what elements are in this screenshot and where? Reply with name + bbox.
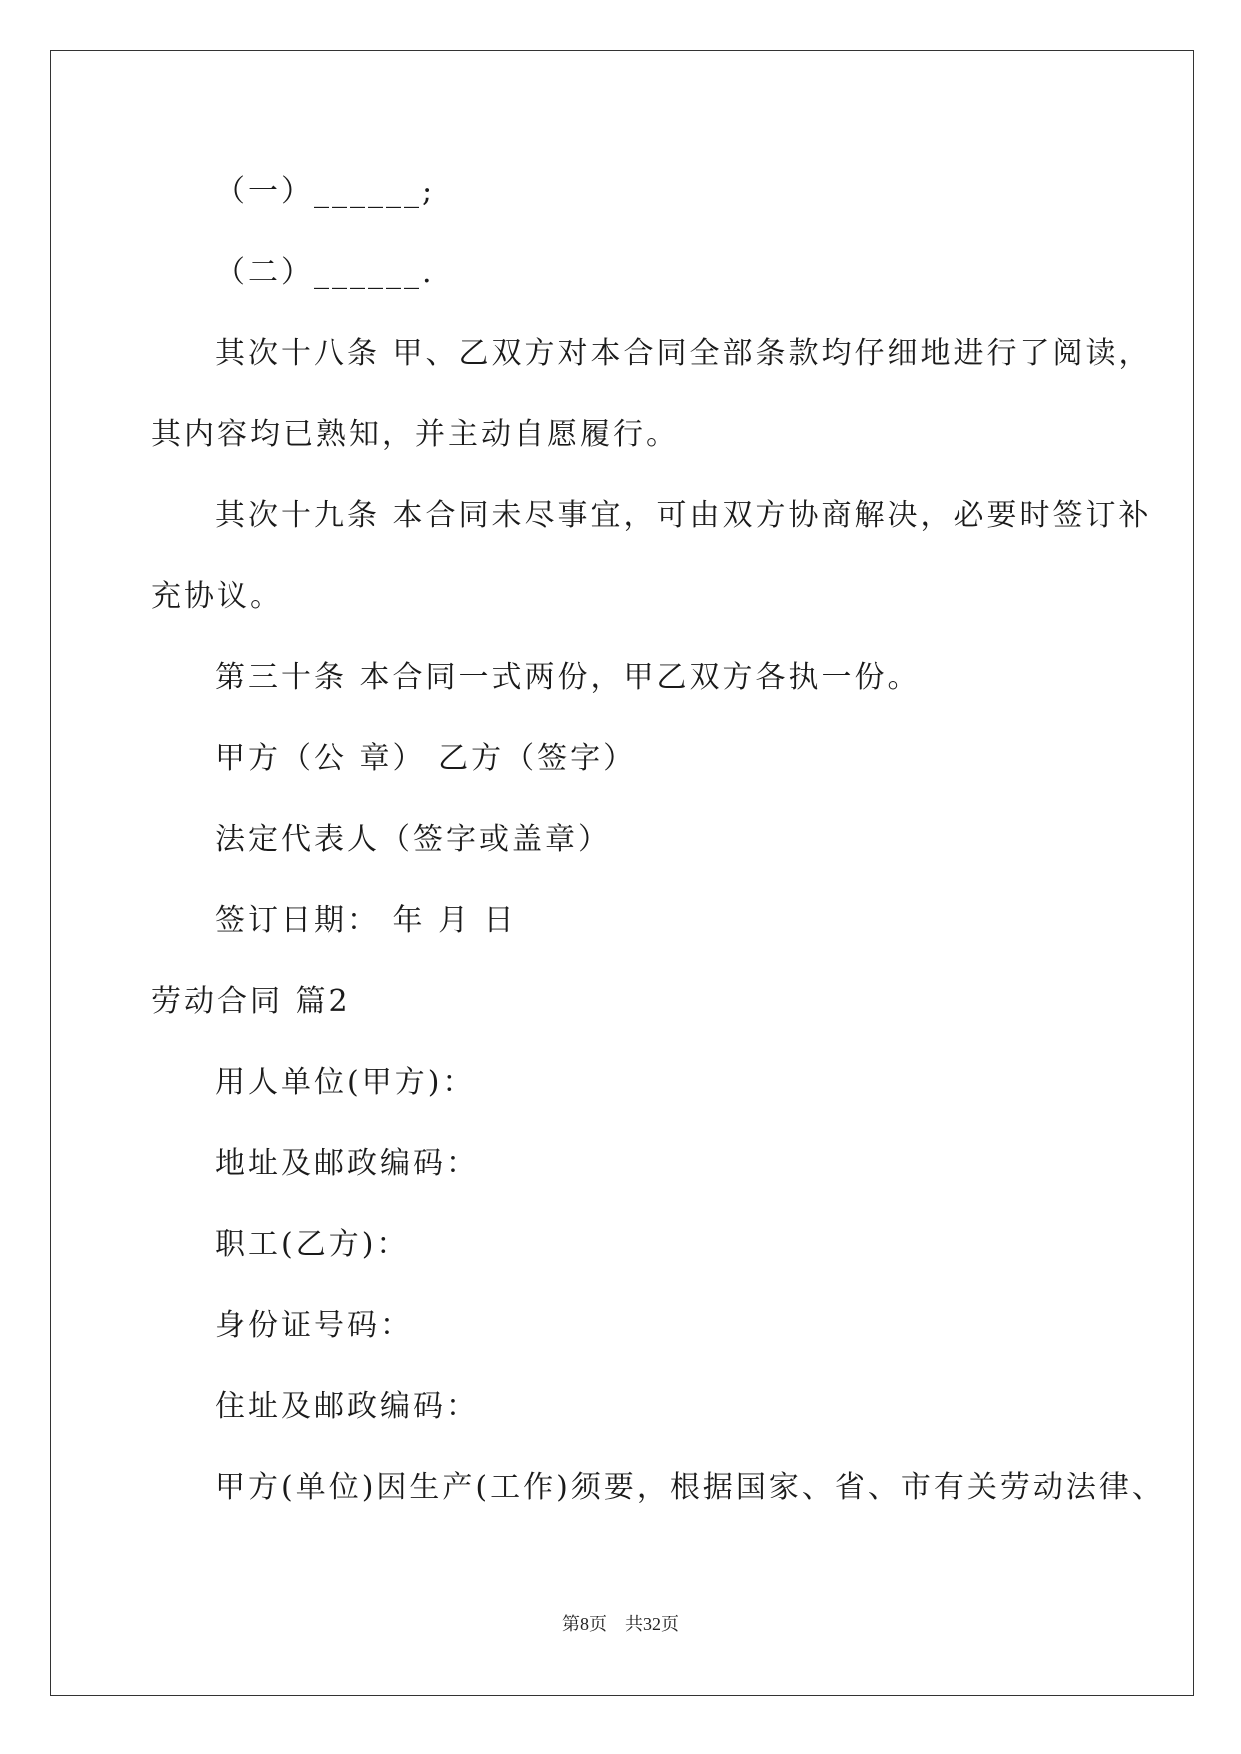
signing-date: 签订日期： 年 月 日	[215, 903, 517, 938]
page-border	[50, 50, 1194, 1696]
article-19-line-2: 充协议。	[151, 579, 283, 614]
employee-field: 职工(乙方)：	[215, 1227, 410, 1262]
signature-parties: 甲方（公 章） 乙方（签字）	[215, 741, 637, 776]
clause-item-1: （一）______;	[215, 174, 436, 209]
page-total: 共32页	[625, 1614, 679, 1634]
employer-field: 用人单位(甲方)：	[215, 1065, 476, 1100]
page-footer	[0, 1612, 1241, 1636]
employer-address-field: 地址及邮政编码：	[215, 1146, 479, 1181]
article-30: 第三十条 本合同一式两份，甲乙双方各执一份。	[215, 660, 921, 695]
preamble-line: 甲方(单位)因生产(工作)须要，根据国家、省、市有关劳动法律、	[215, 1470, 1165, 1505]
section-heading: 劳动合同 篇2	[151, 984, 351, 1019]
legal-representative: 法定代表人（签字或盖章）	[215, 822, 611, 857]
page-number: 第8页	[562, 1614, 607, 1634]
article-18-line-1: 其次十八条 甲、乙双方对本合同全部条款均仔细地进行了阅读，	[215, 336, 1152, 371]
id-number-field: 身份证号码：	[215, 1308, 413, 1343]
clause-item-2: （二）______.	[215, 255, 435, 290]
employee-address-field: 住址及邮政编码：	[215, 1389, 479, 1424]
article-18-line-2: 其内容均已熟知，并主动自愿履行。	[151, 417, 679, 452]
article-19-line-1: 其次十九条 本合同未尽事宜，可由双方协商解决，必要时签订补	[215, 498, 1152, 533]
